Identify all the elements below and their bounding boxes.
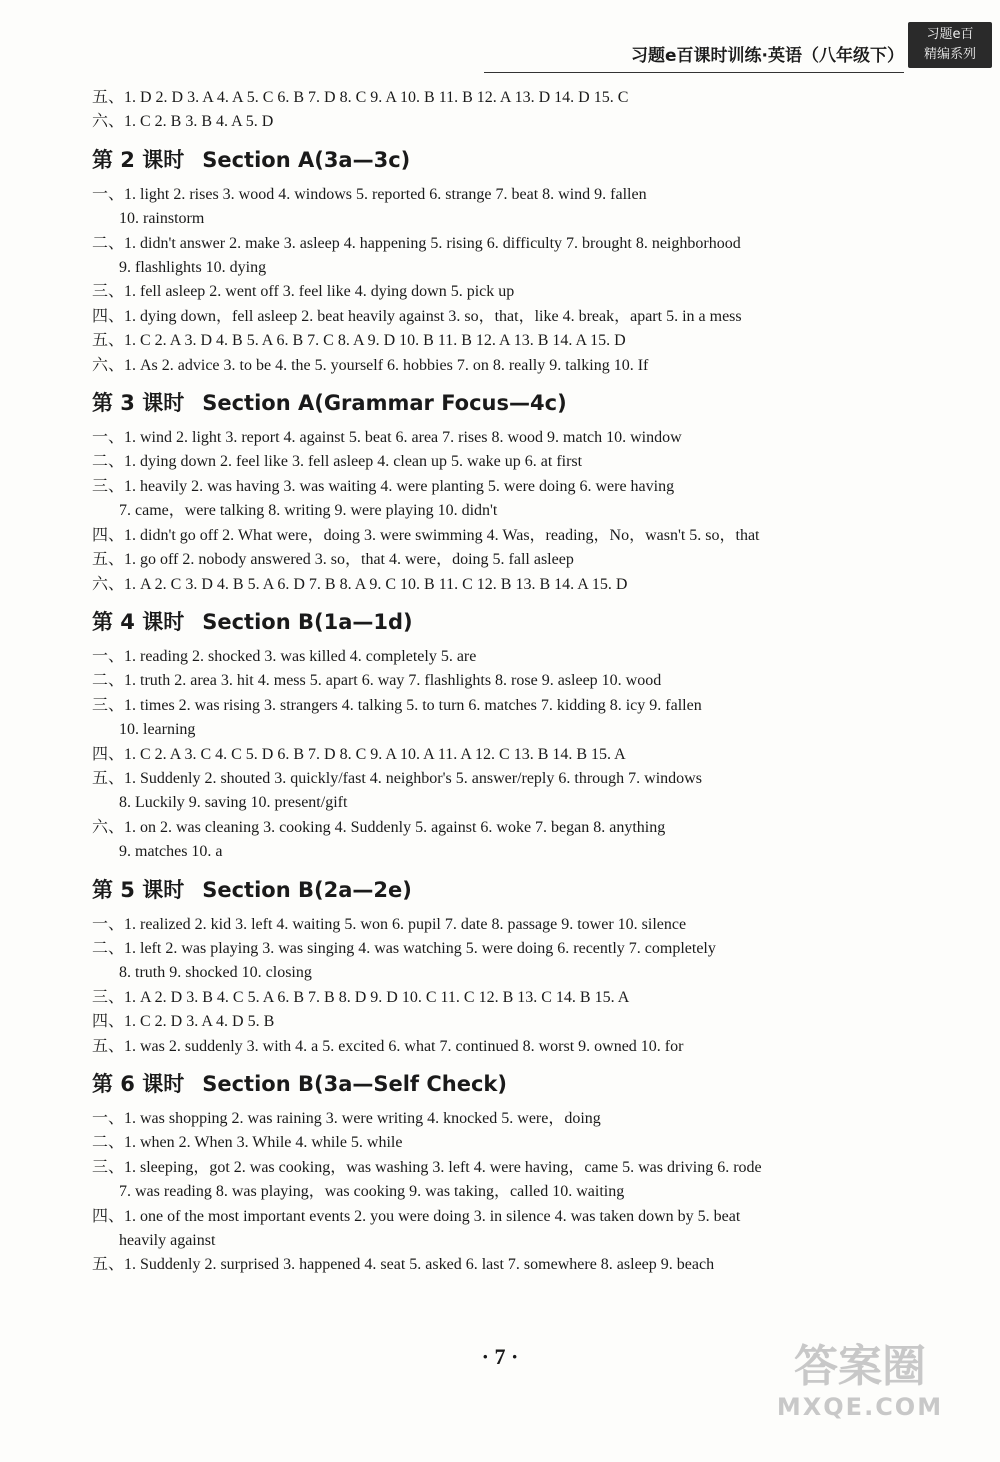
- page-number: · 7 ·: [481, 1344, 519, 1369]
- answer-line: 六、1. A 2. C 3. D 4. B 5. A 6. D 7. B 8. A 9. C 10. B 11. C 12. B 13. B 14. A 15. D: [92, 575, 628, 593]
- answer-line: 四、1. C 2. A 3. C 4. C 5. D 6. B 7. D 8. C 9. A 10. A 11. A 12. C 13. B 14. B 15. A: [92, 745, 626, 763]
- answer-line: 四、1. one of the most important events 2. you were doing 3. in silence 4. was taken down by 5. beat: [92, 1207, 741, 1225]
- lesson-heading: [92, 875, 912, 905]
- answer-line: 一、1. realized 2. kid 3. left 4. waiting 5. won 6. pupil 7. date 8. passage 9. tower 10. silence: [92, 915, 687, 933]
- lesson-title: 第 5 课时: [92, 877, 185, 902]
- answer-line: 五、1. C 2. A 3. D 4. B 5. A 6. B 7. C 8. A 9. D 10. B 11. B 12. A 13. B 14. A 15. D: [92, 332, 626, 350]
- answer-line: 7. came，were talking 8. writing 9. were playing 10. didn't: [119, 502, 498, 520]
- answer-line: 六、1. As 2. advice 3. to be 4. the 5. yourself 6. hobbies 7. on 8. really 9. talking 10. If: [92, 356, 649, 374]
- answer-line: 8. truth 9. shocked 10. closing: [119, 964, 312, 982]
- answer-line: 二、1. truth 2. area 3. hit 4. mess 5. apart 6. way 7. flashlights 8. rose 9. asleep 10. wood: [92, 672, 662, 690]
- answer-line: 一、1. reading 2. shocked 3. was killed 4. completely 5. are: [92, 647, 477, 665]
- lesson-section: Section B(2a—2e): [202, 877, 412, 902]
- answer-line: 五、1. Suddenly 2. shouted 3. quickly/fast 4. neighbor's 5. answer/reply 6. through 7. windows: [92, 769, 702, 787]
- answer-line: 9. matches 10. a: [119, 843, 223, 861]
- answer-line: 一、1. was shopping 2. was raining 3. were writing 4. knocked 5. were，doing: [92, 1110, 601, 1127]
- answer-line: 一、1. wind 2. light 3. report 4. against 5. beat 6. area 7. rises 8. wood 9. match 10. window: [92, 429, 682, 447]
- header-title: 习题e百课时训练·英语（八年级下）: [631, 46, 904, 66]
- answer-line: 三、1. sleeping，got 2. was cooking，was washing 3. left 4. were having，came 5. was driving 6. rode: [92, 1158, 762, 1176]
- answer-line: 二、1. didn't answer 2. make 3. asleep 4. happening 5. rising 6. difficulty 7. brought 8. neighborhood: [92, 234, 741, 252]
- answer-line: 四、1. C 2. D 3. A 4. D 5. B: [92, 1013, 275, 1031]
- answer-line: heavily against: [119, 1232, 216, 1250]
- answer-line: 三、1. times 2. was rising 3. strangers 4. talking 5. to turn 6. matches 7. kidding 8. icy 9. fallen: [92, 696, 702, 714]
- answer-line: 二、1. when 2. When 3. While 4. while 5. while: [92, 1134, 403, 1152]
- lesson-heading: [92, 145, 912, 175]
- lesson-title: 第 4 课时: [92, 609, 185, 634]
- watermark-line-1: 答案圈: [794, 1341, 926, 1392]
- lesson-section: Section A(Grammar Focus—4c): [202, 391, 567, 416]
- lesson-heading: [92, 607, 912, 637]
- answer-line: 三、1. fell asleep 2. went off 3. feel like 4. dying down 5. pick up: [92, 283, 515, 301]
- watermark: [760, 1342, 960, 1432]
- answer-line: 10. rainstorm: [119, 210, 205, 228]
- series-badge: [908, 22, 992, 68]
- badge-line-1: 习题e百: [926, 27, 974, 42]
- answer-line: 10. learning: [119, 721, 196, 739]
- answer-line: 六、1. C 2. B 3. B 4. A 5. D: [92, 113, 274, 131]
- answer-line: 8. Luckily 9. saving 10. present/gift: [119, 794, 348, 812]
- answer-line: 9. flashlights 10. dying: [119, 259, 267, 277]
- answer-line: 五、1. was 2. suddenly 3. with 4. a 5. excited 6. what 7. continued 8. worst 9. owned 10. for: [92, 1037, 684, 1055]
- answer-content: [92, 86, 912, 1278]
- badge-line-2: 精编系列: [923, 47, 976, 62]
- answer-line: 五、1. D 2. D 3. A 4. A 5. C 6. B 7. D 8. C 9. A 10. B 11. B 12. A 13. D 14. D 15. C: [92, 89, 629, 106]
- lesson-section: Section A(3a—3c): [202, 147, 411, 172]
- lesson-section: Section B(3a—Self Check): [202, 1072, 507, 1096]
- answer-line: 二、1. dying down 2. feel like 3. fell asleep 4. clean up 5. wake up 6. at first: [92, 453, 583, 471]
- lesson-title: 第 2 课时: [92, 147, 185, 172]
- answer-line: 三、1. A 2. D 3. B 4. C 5. A 6. B 7. B 8. D 9. D 10. C 11. C 12. B 13. C 14. B 15. A: [92, 988, 630, 1006]
- lesson-heading: [92, 388, 912, 418]
- lesson-title: 第 3 课时: [92, 391, 185, 416]
- answer-line: 五、1. go off 2. nobody answered 3. so，that 4. were，doing 5. fall asleep: [92, 551, 574, 569]
- lesson-section: Section B(1a—1d): [202, 609, 413, 634]
- answer-line: 四、1. didn't go off 2. What were，doing 3. were swimming 4. Was，reading，No，wasn't 5. so，that: [92, 526, 760, 544]
- watermark-line-2: MXQE.COM: [776, 1393, 944, 1421]
- answer-line: 一、1. light 2. rises 3. wood 4. windows 5. reported 6. strange 7. beat 8. wind 9. fallen: [92, 185, 647, 203]
- answer-line: 六、1. on 2. was cleaning 3. cooking 4. Suddenly 5. against 6. woke 7. began 8. anything: [92, 818, 666, 836]
- answer-line: 五、1. Suddenly 2. surprised 3. happened 4. seat 5. asked 6. last 7. somewhere 8. asleep 9. beach: [92, 1256, 715, 1274]
- answer-line: 二、1. left 2. was playing 3. was singing 4. was watching 5. were doing 6. recently 7. completely: [92, 939, 716, 957]
- lesson-title: 第 6 课时: [92, 1072, 185, 1096]
- lesson-heading: [92, 1069, 912, 1099]
- answer-line: 四、1. dying down，fell asleep 2. beat heavily against 3. so，that，like 4. break，apart 5. in a mess: [92, 307, 742, 325]
- answer-line: 三、1. heavily 2. was having 3. was waiting 4. were planting 5. were doing 6. were having: [92, 477, 675, 495]
- running-header: [484, 22, 904, 73]
- answer-line: 7. was reading 8. was playing，was cooking 9. was taking，called 10. waiting: [119, 1183, 625, 1201]
